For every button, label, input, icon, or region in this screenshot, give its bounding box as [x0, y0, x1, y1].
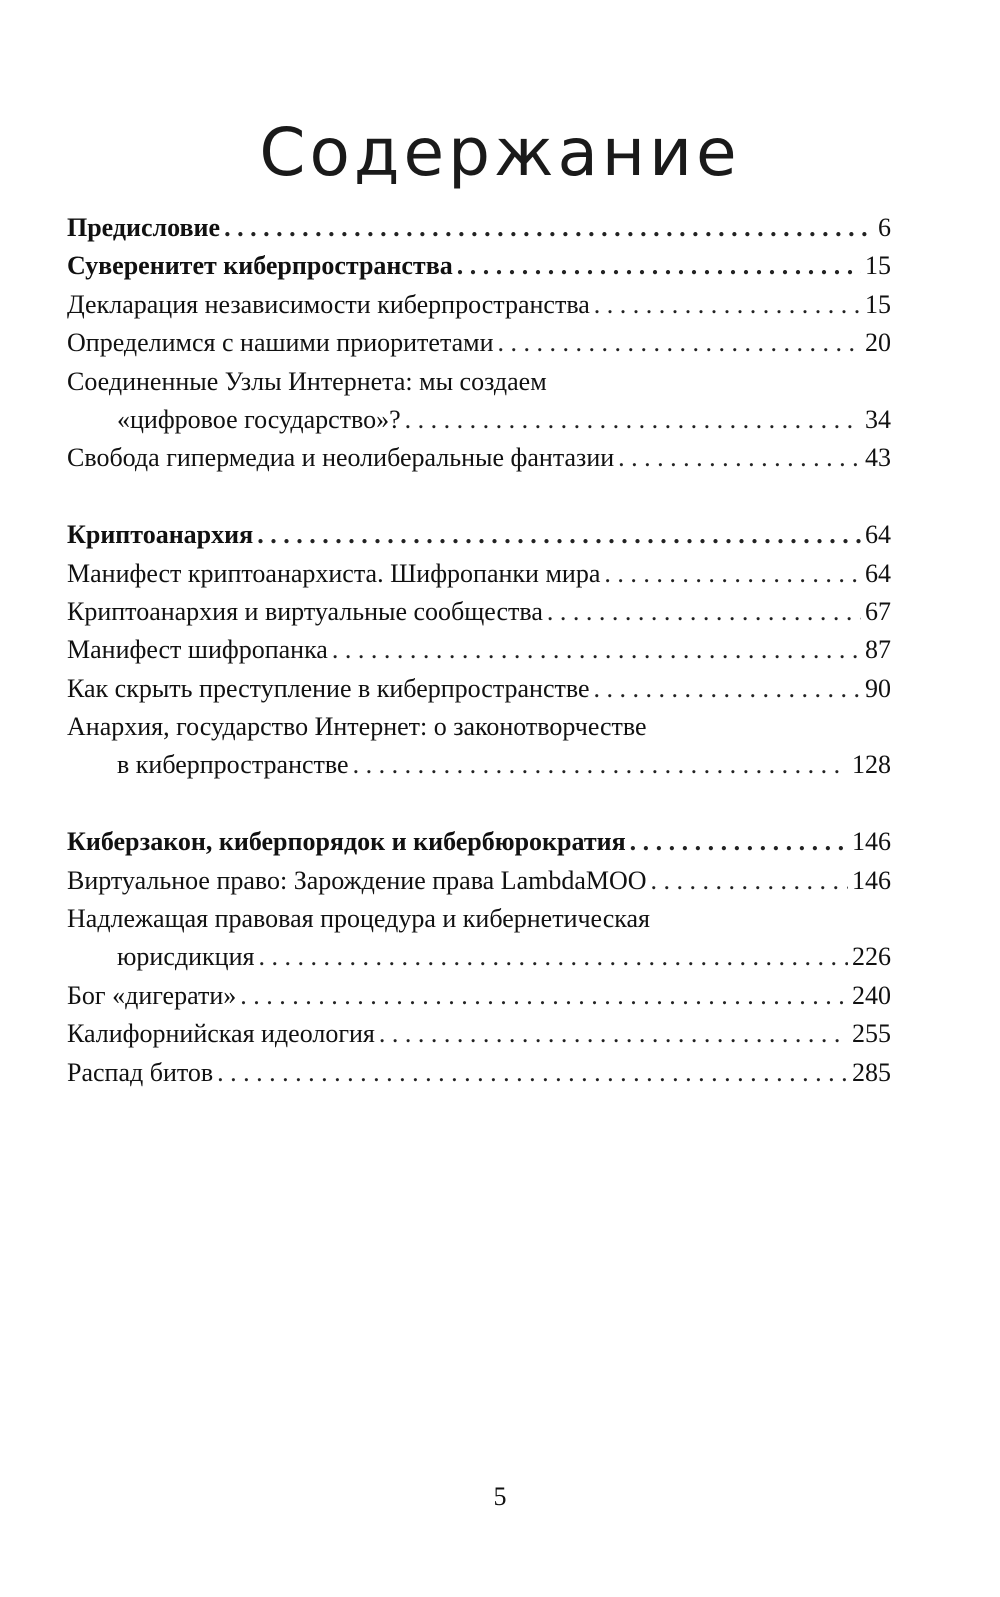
- toc-entry-page: 64: [865, 520, 891, 550]
- toc-entry-title: юрисдикция: [117, 942, 255, 972]
- dot-leader: [217, 1054, 848, 1092]
- toc-entry-page: 240: [852, 980, 891, 1010]
- toc-entry-title: Суверенитет киберпространства: [67, 251, 453, 281]
- toc-entry-page: 285: [852, 1057, 891, 1087]
- toc-entry-title: Предисловие: [67, 213, 221, 242]
- toc-entry-page: 64: [865, 558, 891, 588]
- toc-entry-title: Криптоанархия и виртуальные сообщества: [67, 596, 543, 626]
- toc-entry-page: 15: [865, 251, 891, 281]
- toc-entry-title: Бог «дигерати»: [67, 980, 237, 1010]
- toc-entry-title: Киберзакон, киберпорядок и кибербюрократия: [67, 827, 626, 857]
- dot-leader: [405, 401, 861, 439]
- toc-section: [67, 516, 891, 785]
- toc-entry-title: Калифорнийская идеология: [67, 1019, 375, 1049]
- toc-entry-title: Виртуальное право: Зарождение права LambdaMOO: [67, 865, 647, 895]
- toc-entry-title: Анархия, государство Интернет: о законотворчестве: [67, 712, 647, 742]
- toc-entry-page: 34: [865, 404, 891, 434]
- dot-leader: [651, 862, 848, 900]
- toc-entry-title: Манифест шифропанка: [67, 635, 328, 665]
- toc-entry: [67, 938, 891, 976]
- toc-entry-title: Декларация независимости киберпространства: [67, 289, 590, 319]
- toc-entry-page: 128: [852, 750, 891, 780]
- toc-entry-title: Как скрыть преступление в киберпространстве: [67, 673, 590, 703]
- toc-entry-title: Определимся с нашими приоритетами: [67, 328, 494, 358]
- toc-entry: [67, 746, 891, 784]
- toc-entry: [67, 593, 891, 631]
- dot-leader: [630, 823, 848, 861]
- toc-entry: [67, 1015, 891, 1053]
- dot-leader: [258, 938, 848, 976]
- table-of-contents: [67, 209, 891, 1130]
- dot-leader: [332, 631, 861, 669]
- toc-entry-page: 43: [865, 443, 891, 473]
- toc-entry-title: в киберпространстве: [117, 750, 349, 780]
- toc-entry-page: 255: [852, 1019, 891, 1049]
- toc-entry: [67, 900, 891, 938]
- toc-entry: [67, 286, 891, 324]
- toc-entry-title: Криптоанархия: [67, 520, 254, 550]
- dot-leader: [224, 209, 874, 247]
- dot-leader: [353, 746, 848, 784]
- dot-leader: [594, 286, 861, 324]
- dot-leader: [618, 439, 861, 477]
- toc-entry: [67, 670, 891, 708]
- toc-entry-page: 146: [852, 827, 891, 857]
- toc-entry-title: Соединенные Узлы Интернета: мы создаем: [67, 366, 547, 396]
- toc-entry-page: 15: [865, 289, 891, 319]
- dot-leader: [594, 670, 861, 708]
- dot-leader: [547, 593, 861, 631]
- toc-entry: [67, 439, 891, 477]
- toc-entry-title: Свобода гипермедиа и неолиберальные фантазии: [67, 443, 615, 473]
- toc-entry-title: «цифровое государство»?: [117, 404, 401, 434]
- toc-entry-page: 67: [865, 596, 891, 626]
- toc-entry: [67, 363, 891, 401]
- toc-entry: [67, 247, 891, 285]
- toc-section: [67, 823, 891, 1092]
- toc-entry: [67, 555, 891, 593]
- toc-entry-title: Надлежащая правовая процедура и кибернетическая: [67, 904, 651, 934]
- toc-entry: [67, 324, 891, 362]
- toc-entry-title: Распад битов: [67, 1057, 214, 1087]
- toc-entry: [67, 631, 891, 669]
- dot-leader: [498, 324, 861, 362]
- dot-leader: [604, 555, 861, 593]
- toc-entry-page: 20: [865, 328, 891, 358]
- toc-section: [67, 209, 891, 478]
- dot-leader: [257, 516, 861, 554]
- toc-entry: [67, 708, 891, 746]
- toc-entry: [67, 401, 891, 439]
- toc-entry-page: 226: [852, 942, 891, 972]
- toc-entry-page: 87: [865, 635, 891, 665]
- dot-leader: [457, 247, 861, 285]
- toc-entry: [67, 1054, 891, 1092]
- page-title: Содержание: [259, 114, 741, 192]
- toc-entry: [67, 977, 891, 1015]
- toc-entry-title: Манифест криптоанархиста. Шифропанки мира: [67, 558, 601, 588]
- toc-entry: [67, 516, 891, 554]
- dot-leader: [240, 977, 848, 1015]
- dot-leader: [379, 1015, 848, 1053]
- toc-entry-page: 6: [878, 213, 891, 242]
- toc-entry: [67, 823, 891, 861]
- toc-entry: [67, 862, 891, 900]
- toc-entry-page: 90: [865, 673, 891, 703]
- page-number: 5: [493, 1482, 507, 1511]
- toc-entry: [67, 209, 891, 247]
- toc-entry-page: 146: [852, 865, 891, 895]
